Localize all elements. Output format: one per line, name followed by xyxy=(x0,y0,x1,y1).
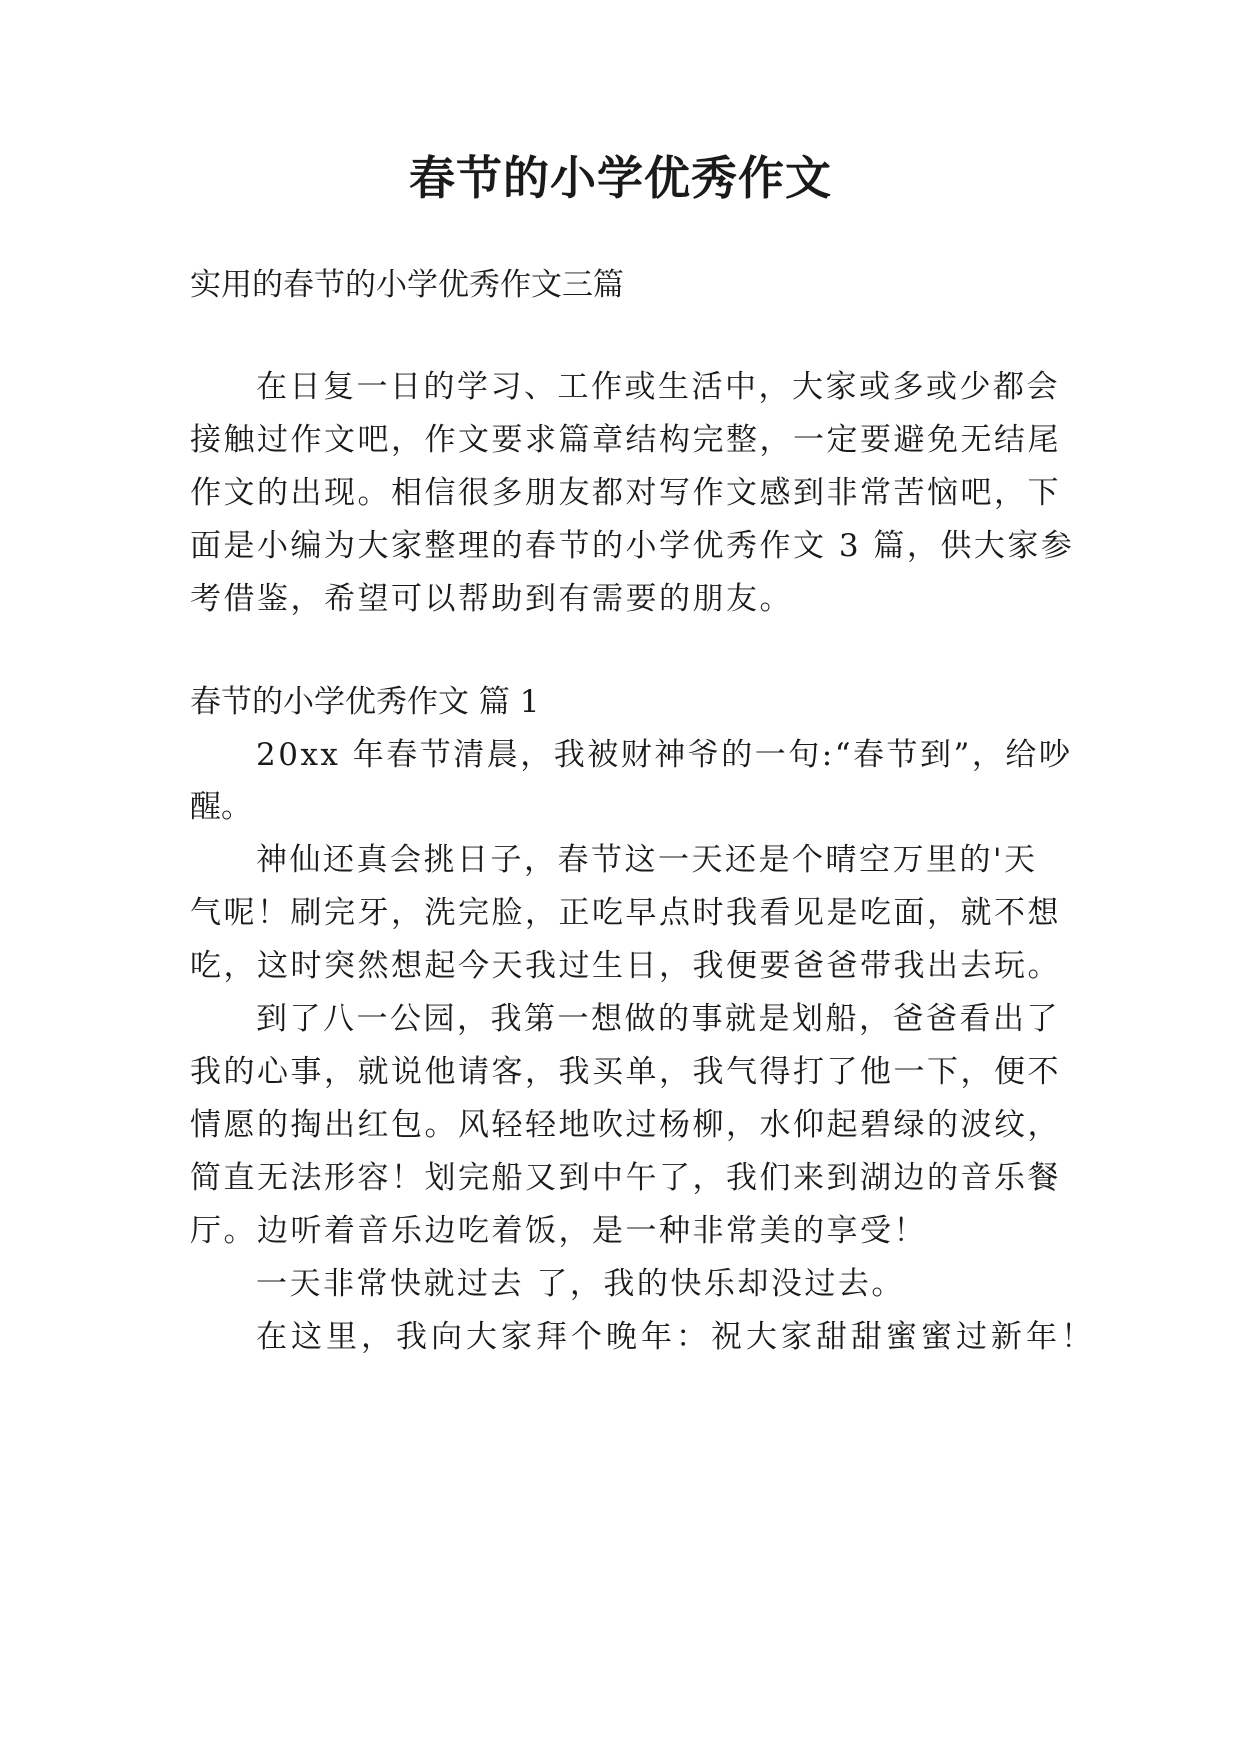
essay-line: 在这里，我向大家拜个晚年：祝大家甜甜蜜蜜过新年！ xyxy=(256,1319,1096,1355)
essay-line: 一天非常快就过去 了，我的快乐却没过去。 xyxy=(256,1266,905,1302)
intro-line: 接触过作文吧，作文要求篇章结构完整，一定要避免无结尾 xyxy=(190,422,1061,458)
intro-line: 在日复一日的学习、工作或生活中，大家或多或少都会 xyxy=(256,369,1060,405)
essay-line: 醒。 xyxy=(190,789,252,825)
essay-line: 气呢！刷完牙，洗完脸，正吃早点时我看见是吃面，就不想 xyxy=(190,895,1061,931)
essay-line: 神仙还真会挑日子，春节这一天还是个晴空万里的'天 xyxy=(256,842,1038,878)
intro-line: 作文的出现。相信很多朋友都对写作文感到非常苦恼吧，下 xyxy=(190,475,1061,511)
essay-line: 厅。边听着音乐边吃着饭，是一种非常美的享受！ xyxy=(190,1213,927,1249)
essay-line: 简直无法形容！划完船又到中午了，我们来到湖边的音乐餐 xyxy=(190,1160,1061,1196)
section-heading: 春节的小学优秀作文 篇 1 xyxy=(190,684,540,720)
intro-line: 面是小编为大家整理的春节的小学优秀作文 3 篇，供大家参 xyxy=(190,528,1075,564)
essay-line: 我的心事，就说他请客，我买单，我气得打了他一下，便不 xyxy=(190,1054,1061,1090)
essay-line: 到了八一公园，我第一想做的事就是划船，爸爸看出了 xyxy=(256,1001,1060,1037)
essay-line: 情愿的掏出红包。风轻轻地吹过杨柳，水仰起碧绿的波纹， xyxy=(190,1107,1061,1143)
essay-line: 20xx 年春节清晨，我被财神爷的一句:“春节到”，给吵 xyxy=(256,737,1073,773)
essay-line: 吃，这时突然想起今天我过生日，我便要爸爸带我出去玩。 xyxy=(190,948,1061,984)
document-title: 春节的小学优秀作文 xyxy=(409,151,832,205)
intro-line: 考借鉴，希望可以帮助到有需要的朋友。 xyxy=(190,581,793,617)
document-subtitle: 实用的春节的小学优秀作文三篇 xyxy=(190,267,624,303)
